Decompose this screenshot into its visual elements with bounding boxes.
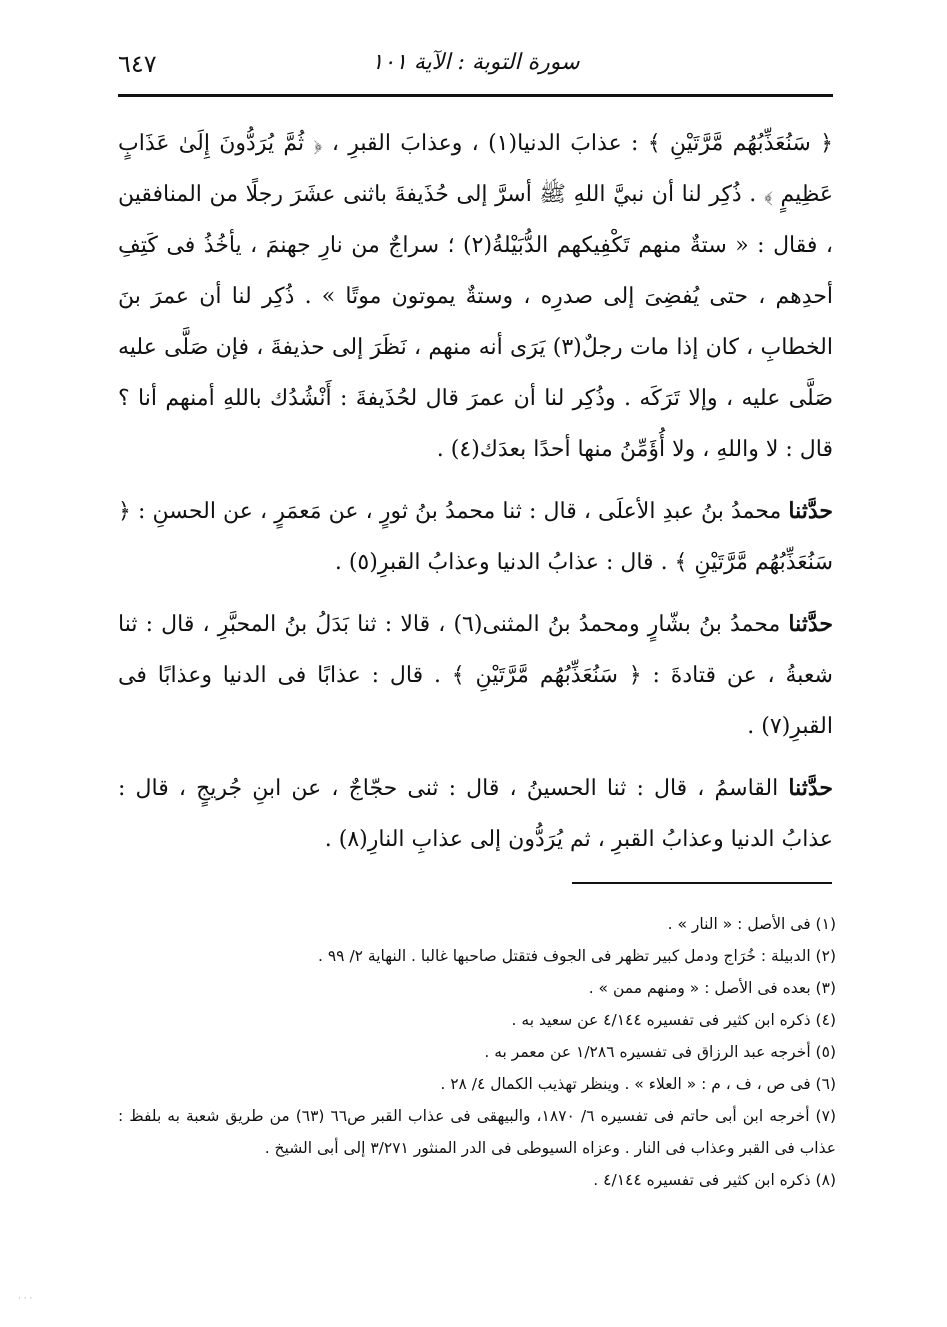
paragraph-text: محمدُ بنُ بشّارٍ ومحمدُ بنُ المثنى(٦) ، قالا : ثنا بَدَلُ بنُ المحبَّرِ ، قال : ثنا شعبةُ ، عن قتادةَ : ﴿ سَنُعَذِّبُهُم مَّرَّتَيْنِ ﴾ . قال : عذابًا فى الدنيا وعذابًا فى القبرِ(٧) . (118, 612, 833, 739)
paragraph (118, 599, 833, 752)
running-head: سورة التوبة : الآية ١٠١ (371, 50, 580, 75)
main-text (118, 118, 833, 876)
footnote: (٢) الدبيلة : خُرَاج ودمل كبير تظهر فى الجوف فتقتل صاحبها غالبا . النهاية ٢/ ٩٩ . (318, 947, 836, 965)
paragraph-lead: حدَّثنا (788, 498, 833, 524)
footnote: (٥) أخرجه عبد الرزاق فى تفسيره ١/٢٨٦ عن معمر به . (484, 1043, 836, 1061)
paragraph-lead: حدَّثنا (788, 611, 833, 637)
scan-speck: · · · (18, 1294, 33, 1304)
paragraph (118, 486, 833, 588)
page-number: ٦٤٧ (118, 50, 157, 78)
footnote: (٤) ذكره ابن كثير فى تفسيره ٤/١٤٤ عن سعيد به . (511, 1011, 836, 1029)
footnote: (١) فى الأصل : « النار » . (667, 915, 836, 933)
paragraph-text: ﴿ سَنُعَذِّبُهُم مَّرَّتَيْنِ ﴾ : عذابَ الدنيا(١) ، وعذابَ القبرِ ، ﴿ ثُمَّ يُرَدُّونَ إِلَىٰ عَذَابٍ عَظِيمٍ ﴾ . ذُكِر لنا أن نبيَّ اللهِ ﷺ أسرَّ إلى حُذَيفةَ باثنى عشَرَ رجلًا من المنافقين ، فقال : « ستةٌ منهم تَكْفِيكهم الدُّبَيْلةُ(٢) ؛ سراجٌ من نارِ جهنمَ ، يأخُذُ فى كَتِفِ أحدِهم ، حتى يُفضِىَ إلى صدرِه ، وستةٌ يموتون موتًا » . ذُكِر لنا أن عمرَ بنَ الخطابِ ، كان إذا مات رجلٌ(٣) يَرَى أنه منهم ، نَظَرَ إلى حذيفةَ ، فإن صَلَّى عليه صَلَّى عليه ، وإلا تَرَكَه . وذُكِر لنا أن عمرَ قال لحُذَيفةَ : أَنْشُدُك باللهِ أمنهم أنا ؟ قال : لا واللهِ ، ولا أُؤَمِّنُ منها أحدًا بعدَك(٤) . (118, 131, 833, 462)
footnotes (118, 908, 836, 1196)
footnote: (٨) ذكره ابن كثير فى تفسيره ٤/١٤٤ . (593, 1171, 836, 1189)
page-header (118, 42, 833, 88)
paragraph-lead: حدَّثنا (788, 775, 833, 801)
header-rule (118, 94, 833, 97)
footnote: (٦) فى ص ، ف ، م : « العلاء » . وينظر تهذيب الكمال ٤/ ٢٨ . (440, 1075, 836, 1093)
footnote: (٣) بعده فى الأصل : « ومنهم ممن » . (588, 979, 836, 997)
paragraph (118, 763, 833, 865)
paragraph (118, 118, 833, 475)
footnote-rule (572, 882, 832, 884)
footnote: (٧) أخرجه ابن أبى حاتم فى تفسيره ٦/ ١٨٧٠، والبيهقى فى عذاب القبر ص٦٦ (٦٣) من طريق شعبة به بلفظ : عذاب فى القبر وعذاب فى النار . وعزاه السيوطى فى الدر المنثور ٣/٢٧١ إلى أبى الشيخ . (118, 1107, 836, 1157)
paragraph-text: القاسمُ ، قال : ثنا الحسينُ ، قال : ثنى حجّاجٌ ، عن ابنِ جُريجٍ ، قال : عذابُ الدنيا وعذابُ القبرِ ، ثم يُرَدُّون إلى عذابِ النارِ(٨) . (118, 776, 833, 852)
paragraph-text: محمدُ بنُ عبدِ الأعلَى ، قال : ثنا محمدُ بنُ ثورٍ ، عن مَعمَرٍ ، عن الحسنِ : ﴿ سَنُعَذِّبُهُم مَّرَّتَيْنِ ﴾ . قال : عذابُ الدنيا وعذابُ القبرِ(٥) . (118, 499, 833, 575)
